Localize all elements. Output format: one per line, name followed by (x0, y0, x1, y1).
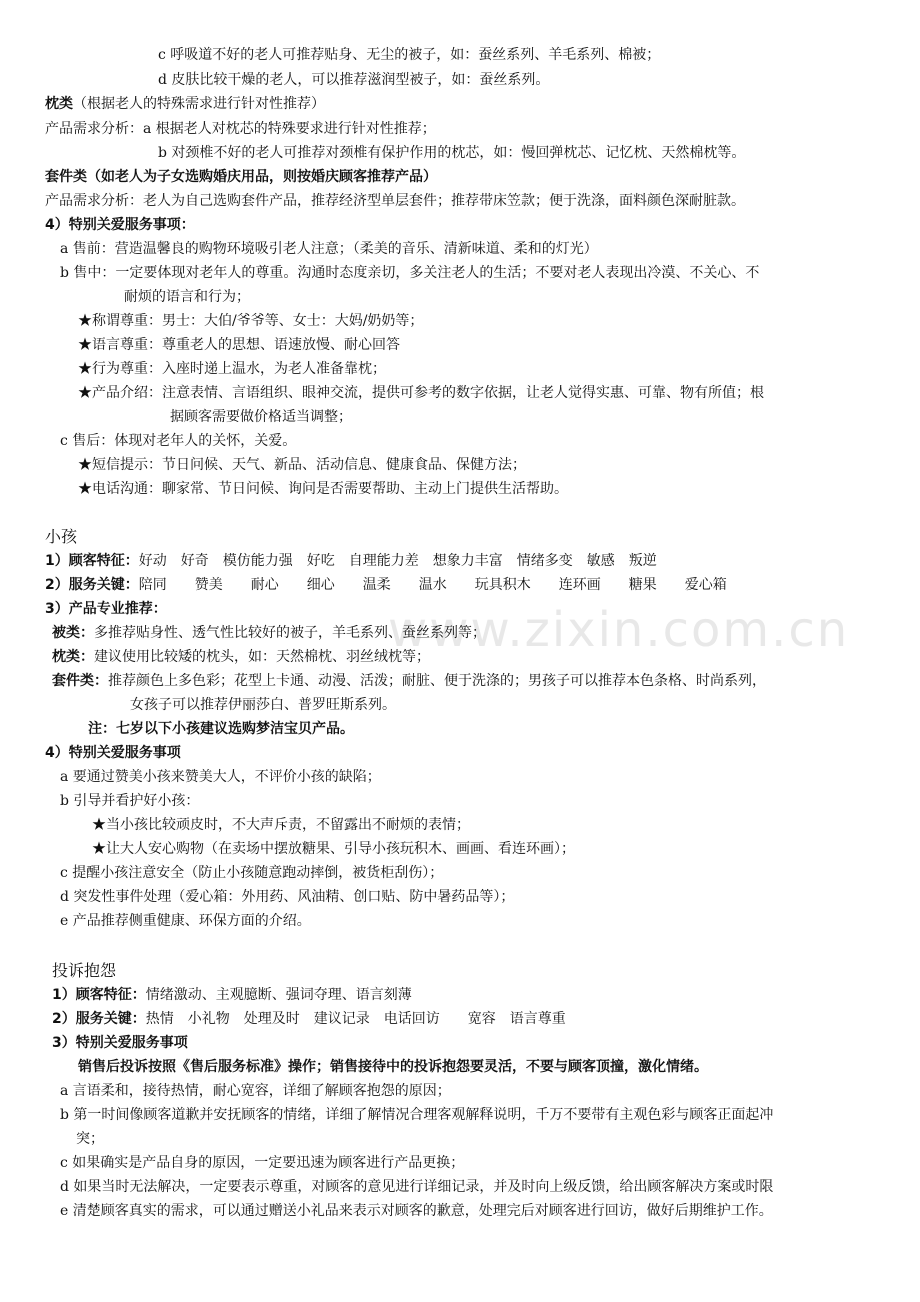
child-star-naughty: ★当小孩比较顽皮时，不大声斥责，不留露出不耐烦的表情； (92, 817, 470, 833)
complaint-e: e 清楚顾客真实的需求，可以通过赠送小礼品来表示对顾客的歉意，处理完后对顾客进行回访，做好后期维护工作。 (60, 1203, 773, 1219)
complaint-features-label: 1）顾客特征： (52, 987, 146, 1003)
child-key: 陪同 (138, 577, 167, 593)
child-rec-heading: 3）产品专业推荐： (45, 601, 167, 617)
child-features-line (45, 551, 657, 571)
child-pillow-label: 枕类： (52, 649, 94, 665)
elderly-star-product-1: ★产品介绍：注意表情、言语组织、眼神交流，提供可参考的数字依据，让老人觉得实惠、可靠、物有所值；根 (78, 385, 764, 401)
complaint-features-line (52, 985, 412, 1005)
complaint-keys-label: 2）服务关键： (52, 1011, 146, 1027)
child-key: 糖果 (628, 577, 657, 593)
complaint-principle: 销售后投诉按照《售后服务标准》操作；销售接待中的投诉抱怨要灵活，不要与顾客顶撞，激化情绪。 (78, 1059, 708, 1075)
elderly-star-phone: ★电话沟通：聊家常、节日问候、询问是否需要帮助、主动上门提供生活帮助。 (78, 481, 568, 497)
child-set-text-2: 女孩子可以推荐伊丽莎白、普罗旺斯系列。 (130, 697, 396, 713)
child-feature: 情绪多变 (516, 553, 573, 569)
child-care-e: e 产品推荐侧重健康、环保方面的介绍。 (60, 913, 311, 929)
complaint-care-heading: 3）特别关爱服务事项 (52, 1035, 188, 1051)
child-keys-line (45, 575, 727, 595)
complaint-key: 电话回访 (383, 1011, 440, 1027)
child-feature: 好吃 (306, 553, 335, 569)
child-feature: 好动 (138, 553, 167, 569)
child-note: 注：七岁以下小孩建议选购梦洁宝贝产品。 (88, 721, 354, 737)
child-feature: 好奇 (180, 553, 209, 569)
elderly-care-heading: 4）特别关爱服务事项： (45, 217, 195, 233)
elderly-pillow-a: 产品需求分析：a 根据老人对枕芯的特殊要求进行针对性推荐； (45, 121, 436, 137)
child-key: 连环画 (558, 577, 601, 593)
complaint-key: 热情 (145, 1011, 174, 1027)
child-feature: 想象力丰富 (432, 553, 503, 569)
child-key: 爱心箱 (684, 577, 727, 593)
elderly-star-address: ★称谓尊重：男士：大伯/爷爷等、女士：大妈/奶奶等； (78, 313, 424, 329)
child-pillow-line (52, 647, 430, 667)
complaint-key: 语言尊重 (509, 1011, 566, 1027)
child-key: 温柔 (362, 577, 391, 593)
complaint-key: 处理及时 (243, 1011, 300, 1027)
complaint-features-text: 情绪激动、主观臆断、强词夺理、语言刻薄 (145, 987, 412, 1003)
child-feature: 敏感 (586, 553, 615, 569)
child-quilt-text: 多推荐贴身性、透气性比较好的被子，羊毛系列、蚕丝系列等； (94, 625, 486, 641)
child-quilt-label: 被类： (52, 625, 94, 641)
complaint-a: a 言语柔和，接待热情，耐心宽容，详细了解顾客抱怨的原因； (60, 1083, 451, 1099)
elderly-star-behavior: ★行为尊重：入座时递上温水，为老人准备靠枕； (78, 361, 386, 377)
elderly-quilt-c: c 呼吸道不好的老人可推荐贴身、无尘的被子，如：蚕丝系列、羊毛系列、棉被； (158, 47, 661, 63)
elderly-after-sale: c 售后：体现对老年人的关怀，关爱。 (60, 433, 297, 449)
elderly-star-product-2: 据顾客需要做价格适当调整； (170, 409, 352, 425)
elderly-pillow-heading: 枕类 (45, 96, 73, 112)
complaint-b-1: b 第一时间像顾客道歉并安抚顾客的情绪，详细了解情况合理客观解释说明，千万不要带有主观色彩与顾客正面起冲 (60, 1107, 774, 1123)
child-care-b: b 引导并看护好小孩： (60, 793, 200, 809)
complaint-c: c 如果确实是产品自身的原因，一定要迅速为顾客进行产品更换； (60, 1155, 465, 1171)
child-care-c: c 提醒小孩注意安全（防止小孩随意跑动摔倒，被货柜刮伤）； (60, 865, 444, 881)
elderly-star-language: ★语言尊重：尊重老人的思想、语速放慢、耐心回答 (78, 337, 400, 353)
child-key: 温水 (418, 577, 447, 593)
child-features-label: 1）顾客特征： (45, 553, 139, 569)
child-feature: 模仿能力强 (222, 553, 293, 569)
child-feature: 自理能力差 (348, 553, 419, 569)
child-set-label: 套件类： (52, 673, 108, 689)
elderly-pillow-heading-line (45, 94, 325, 114)
child-care-a: a 要通过赞美小孩来赞美大人，不评价小孩的缺陷； (60, 769, 381, 785)
child-care-d: d 突发性事件处理（爱心箱：外用药、风油精、创口贴、防中暑药品等）； (60, 889, 515, 905)
child-key: 玩具积木 (474, 577, 531, 593)
elderly-quilt-d: d 皮肤比较干燥的老人，可以推荐滋润型被子，如：蚕丝系列。 (158, 72, 550, 88)
elderly-pillow-note: （根据老人的特殊需求进行针对性推荐） (73, 96, 325, 112)
complaint-d: d 如果当时无法解决，一定要表示尊重，对顾客的意见进行详细记录，并及时向上级反馈，给出顾客解决方案或时限 (60, 1179, 774, 1195)
complaint-b-2: 突； (76, 1131, 104, 1147)
complaint-key: 宽容 (467, 1011, 496, 1027)
child-key: 细心 (306, 577, 335, 593)
complaint-keys-line (52, 1009, 566, 1029)
child-star-shopping: ★让大人安心购物（在卖场中摆放糖果、引导小孩玩积木、画画、看连环画）； (92, 841, 575, 857)
complaint-key: 小礼物 (187, 1011, 230, 1027)
elderly-set-heading: 套件类（如老人为子女选购婚庆用品，则按婚庆顾客推荐产品） (45, 169, 437, 185)
child-feature: 叛逆 (628, 553, 657, 569)
child-keys-label: 2）服务关键： (45, 577, 139, 593)
elderly-pillow-b: b 对颈椎不好的老人可推荐对颈椎有保护作用的枕芯，如：慢回弹枕芯、记忆枕、天然棉枕等。 (158, 145, 746, 161)
child-set-text-1: 推荐颜色上多色彩；花型上卡通、动漫、活泼；耐脏、便于洗涤的；男孩子可以推荐本色条格、时尚系列， (108, 673, 766, 689)
child-care-heading: 4）特别关爱服务事项 (45, 745, 181, 761)
child-key: 赞美 (194, 577, 223, 593)
complaint-key: 建议记录 (313, 1011, 370, 1027)
child-set-line (52, 671, 766, 691)
elderly-in-sale-1: b 售中：一定要体现对老年人的尊重。沟通时态度亲切，多关注老人的生活；不要对老人表现出冷漠、不关心、不 (60, 265, 760, 281)
child-pillow-text: 建议使用比较矮的枕头，如：天然棉枕、羽丝绒枕等； (94, 649, 430, 665)
elderly-star-sms: ★短信提示：节日问候、天气、新品、活动信息、健康食品、保健方法； (78, 457, 526, 473)
watermark: www.zixin.com.cn (388, 602, 850, 658)
elderly-pre-sale: a 售前：营造温馨良的购物环境吸引老人注意；（柔美的音乐、清新味道、柔和的灯光） (60, 241, 598, 257)
elderly-in-sale-2: 耐烦的语言和行为； (124, 289, 250, 305)
child-heading: 小孩 (45, 527, 78, 546)
elderly-set-analysis: 产品需求分析：老人为自己选购套件产品，推荐经济型单层套件；推荐带床笠款；便于洗涤，面料颜色深耐脏款。 (45, 193, 745, 209)
complaint-heading: 投诉抱怨 (52, 961, 117, 980)
child-key: 耐心 (250, 577, 279, 593)
child-quilt-line (52, 623, 486, 643)
